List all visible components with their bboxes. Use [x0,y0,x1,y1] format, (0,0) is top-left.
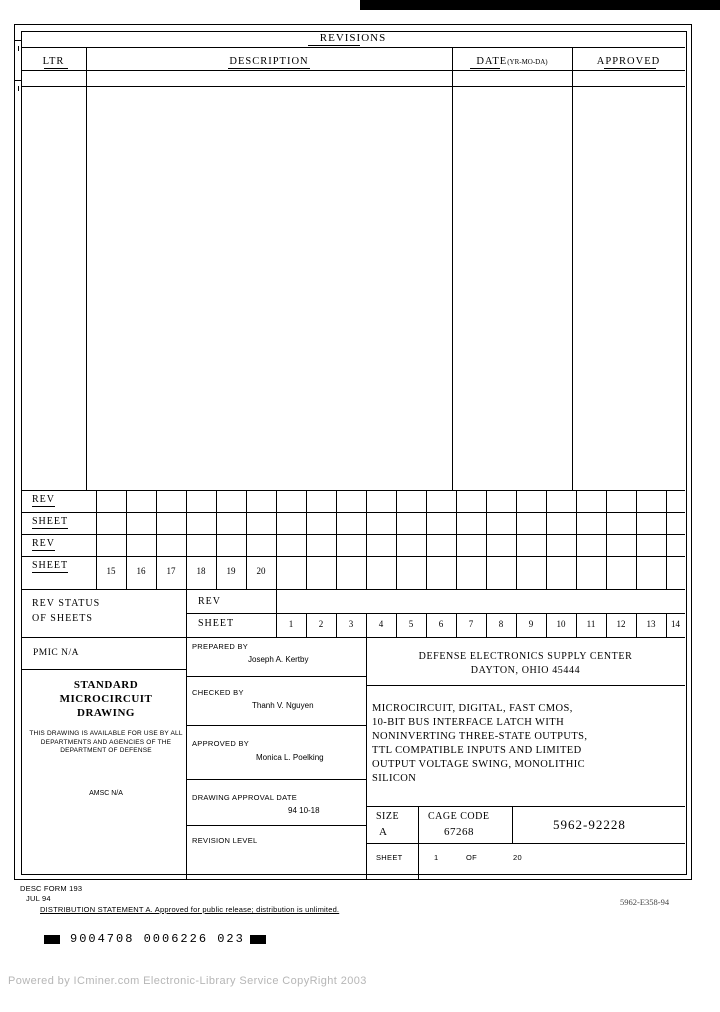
grid-line [21,534,685,535]
size-row-topline [366,806,685,807]
form-line1: DESC FORM 193 [20,884,83,893]
sheet-total: 20 [513,853,522,862]
checked-by-name: Thanh V. Nguyen [252,701,314,710]
rev-title-underline [21,47,685,48]
form-line2: JUL 94 [26,894,51,903]
rev-header-underline [21,70,685,71]
std-title-line3: DRAWING [77,707,135,719]
distribution-statement: DISTRIBUTION STATEMENT A. Approved for public release; distribution is unlimited. [40,905,340,914]
grid-vline [546,490,547,589]
of-label: OF [466,853,478,862]
revstatus-mid-line [186,613,685,614]
sheet-number-cell: 13 [646,619,656,629]
revisions-title: REVISIONS [319,32,387,44]
revision-level-label: REVISION LEVEL [192,836,258,845]
rev-col-ltr: LTR [42,56,65,67]
sheet-cell: 18 [196,566,206,576]
std-title-line1: STANDARD [73,679,139,691]
revstatus-divider [186,589,187,637]
frame-tick [18,86,19,91]
sheet-number-cell: 5 [408,619,414,629]
sheet-row-divider [418,843,419,880]
sheet-number-cell: 6 [438,619,444,629]
rev-col-date [452,56,572,67]
grid-line [21,512,685,513]
grid-vline [306,490,307,589]
sheet-number-cell: 11 [586,619,596,629]
sheet-number-cell: 14 [671,619,680,629]
description-line-4: TTL COMPATIBLE INPUTS AND LIMITED [372,745,582,756]
hdr-underline [604,68,656,69]
barcode-block-right [250,935,266,944]
rev-status-sheet-label: SHEET [198,618,235,629]
description-line-5: OUTPUT VOLTAGE SWING, MONOLITHIC [372,759,586,770]
grid-vline [456,490,457,589]
rev-row-label-2: REV [32,538,55,549]
pmic-label: PMIC N/A [33,648,79,658]
agency-underline [366,685,685,686]
grid-vline [486,490,487,589]
sheet-row-label-2: SHEET [32,560,69,571]
rev-col-divider [452,47,453,490]
agency-line1: DEFENSE ELECTRONICS SUPPLY CENTER [418,651,633,662]
grid-vline [336,490,337,589]
sheet-number-cell: 7 [468,619,474,629]
grid-vline [636,490,637,589]
grid-line [21,556,685,557]
sheet-cell: 15 [106,566,116,576]
grid-vline [516,490,517,589]
top-black-bar [360,0,720,10]
rev-status-rev-label: REV [198,596,221,607]
description-line-1: MICROCIRCUIT, DIGITAL, FAST CMOS, [372,703,573,714]
size-row-bottomline [366,843,685,844]
checked-by-label: CHECKED BY [192,688,244,697]
approvaldate-underline [186,825,366,826]
grid-vline [606,490,607,589]
cage-code-label: CAGE CODE [428,811,490,822]
prepared-by-label: PREPARED BY [192,642,249,651]
grid-vline [426,490,427,589]
sheet-cell: 20 [256,566,266,576]
sheet-label: SHEET [376,853,403,862]
grid-vline [576,490,577,589]
size-value: A [379,826,388,838]
agency-line2: DAYTON, OHIO 45444 [470,665,581,676]
approval-date-value: 94 10-18 [288,806,320,815]
titleblock-divider-left [186,637,187,880]
rev-status-label-line2: OF SHEETS [32,613,93,624]
barcode-block-left [44,935,60,944]
rev-col-approved: APPROVED [596,56,661,67]
sheet-number-cell: 8 [498,619,504,629]
sheet-cell: 17 [166,566,176,576]
rev-col-description: DESCRIPTION [229,56,309,67]
grid-vline [396,490,397,589]
approved-underline [186,779,366,780]
rev-col-divider [572,47,573,490]
size-label: SIZE [376,811,400,822]
availability-note: THIS DRAWING IS AVAILABLE FOR USE BY ALL DEPARTMENTS AND AGENCIES OF THE DEPARTMENT OF DEFENSE [29,730,183,754]
doc-code: 5962-E358-94 [620,897,670,907]
frame-tick [18,46,19,51]
approved-by-name: Monica L. Poelking [256,753,324,762]
approval-date-label: DRAWING APPROVAL DATE [192,793,298,802]
rev-firstrow-line [21,86,685,87]
rev-col-date-text: DATE [476,56,508,67]
rev-status-label-line1: REV STATUS [32,598,101,609]
drawing-number: 5962-92228 [553,817,626,832]
grid-vline [366,490,367,589]
prepared-underline [186,676,366,677]
rev-col-date-format: (YR-MO-DA) [507,58,548,66]
sheet-cell: 19 [226,566,236,576]
sheet-cell: 16 [136,566,146,576]
hdr-underline [470,68,500,69]
prepared-by-name: Joseph A. Kertby [248,655,309,664]
amsc-label: AMSC N/A [89,790,123,797]
sheet-number-cell: 1 [288,619,294,629]
sheet-number-cell: 12 [616,619,626,629]
approved-by-label: APPROVED BY [192,739,250,748]
description-line-3: NONINVERTING THREE-STATE OUTPUTS, [372,731,588,742]
sheet-number-cell: 2 [318,619,324,629]
revstatus-bottom-line [21,637,685,638]
sheet-number-cell: 9 [528,619,534,629]
cage-code-value: 67268 [444,826,474,838]
sheet-number-cell: 4 [378,619,384,629]
size-divider [418,806,419,843]
pmic-underline [21,669,186,670]
sheet-number: 1 [434,853,439,862]
rev-row-label-1: REV [32,494,55,505]
barcode-text: 9004708 0006226 023 [70,932,245,946]
std-title-line2: MICROCIRCUIT [59,693,153,705]
description-line-6: SILICON [372,773,417,784]
sheet-number-cell: 10 [556,619,566,629]
hdr-underline [228,68,310,69]
grid-vline [666,490,667,589]
grid-line [21,490,685,491]
description-line-2: 10-BIT BUS INTERFACE LATCH WITH [372,717,565,728]
checked-underline [186,725,366,726]
hdr-underline [44,68,68,69]
sheet-number-cell: 3 [348,619,354,629]
rev-col-divider [86,47,87,490]
grid-line [21,589,685,590]
title-underline [308,45,360,46]
grid-vline [276,490,277,589]
cage-divider [512,806,513,843]
sheet-row-label-1: SHEET [32,516,69,527]
powered-by-watermark: Powered by ICminer.com Electronic-Library Service CopyRight 2003 [8,975,367,987]
